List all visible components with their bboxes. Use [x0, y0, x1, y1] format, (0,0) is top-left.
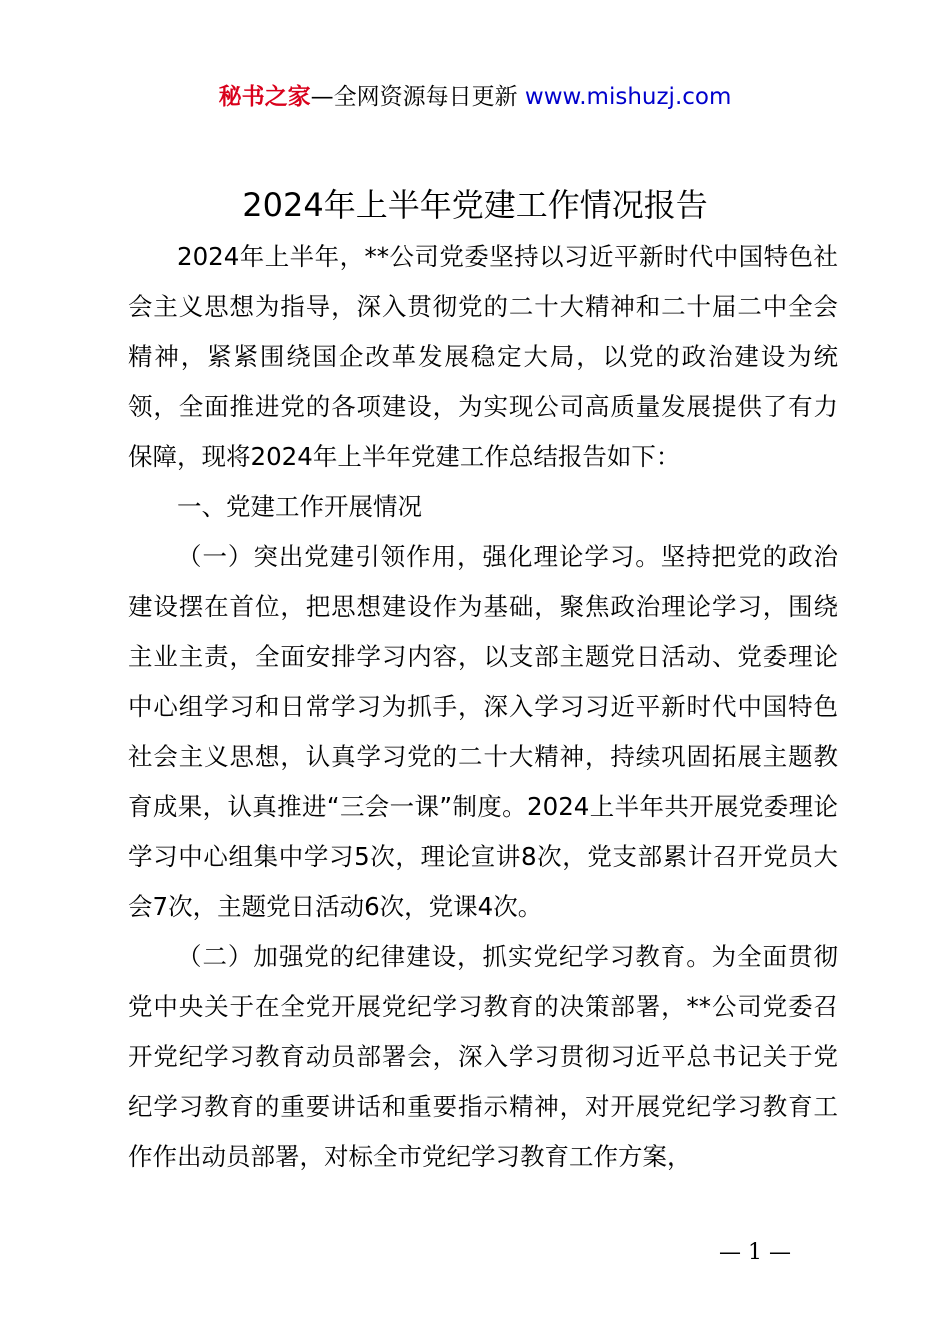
document-title: 2024年上半年党建工作情况报告: [242, 186, 708, 224]
section-heading: 一、党建工作开展情况: [177, 492, 422, 521]
intro-paragraph: 2024年上半年，**公司党委坚持以习近平新时代中国特色社会主义思想为指导，深入贯彻党的二十大精神和二十届二中全会精神，紧紧围绕国企改革发展稳定大局，以党的政治建设为统领，全面推进党的各项建设，为实现公司高质量发展提供了有力保障，现将2024年上半年党建工作总结报告如下：: [128, 242, 838, 471]
document-body: [128, 232, 838, 1182]
page-number: — 1 —: [719, 1240, 791, 1265]
site-slogan: —全网资源每日更新: [310, 84, 525, 110]
site-brand: 秘书之家: [218, 84, 311, 110]
site-header: [0, 80, 950, 114]
body-paragraph-theory: （一）突出党建引领作用，强化理论学习。坚持把党的政治建设摆在首位，把思想建设作为基础，聚焦政治理论学习，围绕主业主责，全面安排学习内容，以支部主题党日活动、党委理论中心组学习和日常学习为抓手，深入学习习近平新时代中国特色社会主义思想，认真学习党的二十大精神，持续巩固拓展主题教育成果，认真推进“三会一课”制度。2024上半年共开展党委理论学习中心组集中学习5次，理论宣讲8次，党支部累计召开党员大会7次，主题党日活动6次，党课4次。: [128, 542, 838, 921]
body-paragraph-discipline: （二）加强党的纪律建设，抓实党纪学习教育。为全面贯彻党中央关于在全党开展党纪学习教育的决策部署，**公司党委召开党纪学习教育动员部署会，深入学习贯彻习近平总书记关于党纪学习教育的重要讲话和重要指示精神，对开展党纪学习教育工作作出动员部署，对标全市党纪学习教育工作方案，: [128, 942, 838, 1171]
site-url[interactable]: www.mishuzj.com: [524, 84, 732, 110]
